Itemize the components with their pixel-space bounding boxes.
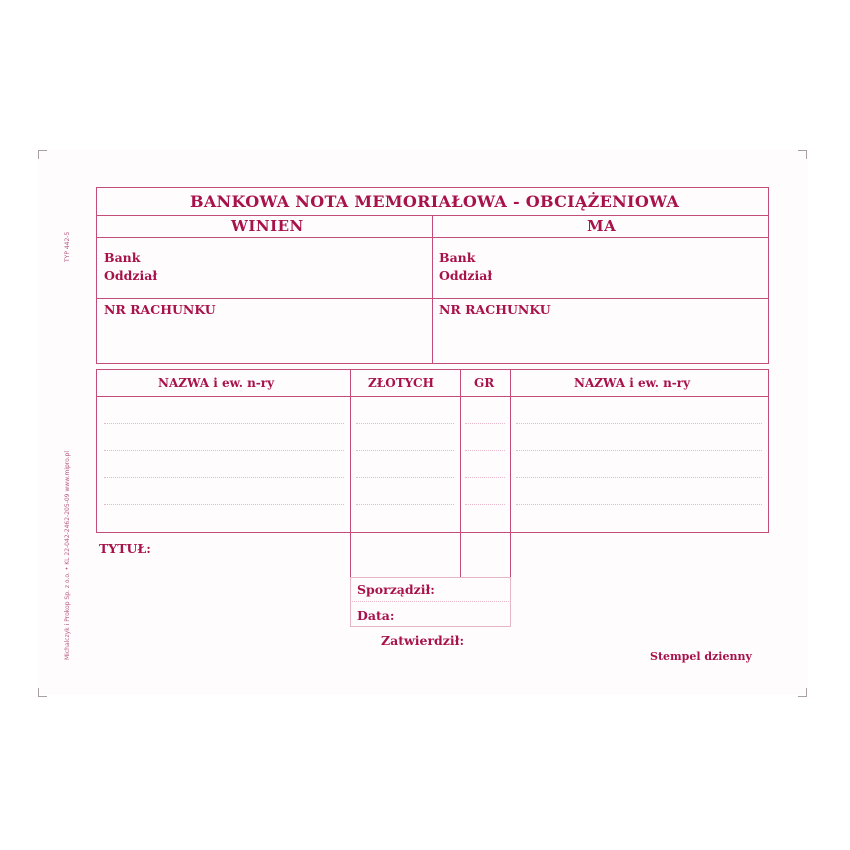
column-divider — [350, 369, 351, 578]
column-divider — [510, 369, 511, 578]
items-table-frame — [96, 369, 769, 533]
entry-line — [465, 450, 505, 451]
column-divider — [460, 369, 461, 578]
credit-account-label: NR RACHUNKU — [439, 302, 551, 317]
prepared-by-label: Sporządził: — [357, 582, 435, 597]
divider — [432, 215, 433, 364]
debit-header: WINIEN — [231, 217, 304, 235]
column-grosz: GR — [474, 376, 495, 390]
debit-bank-label: Bank — [104, 250, 141, 265]
credit-header: MA — [587, 217, 617, 235]
signature-divider — [350, 601, 511, 602]
column-zloty: ZŁOTYCH — [368, 376, 434, 390]
table-header-divider — [96, 396, 769, 397]
entry-line — [465, 477, 505, 478]
title-label: TYTUŁ: — [99, 541, 151, 556]
entry-line — [104, 504, 344, 505]
entry-line — [356, 423, 454, 424]
entry-line — [516, 477, 762, 478]
entry-line — [104, 477, 344, 478]
entry-line — [104, 450, 344, 451]
entry-line — [356, 504, 454, 505]
side-form-code: TYP 442-5 — [64, 231, 71, 262]
debit-branch-label: Oddział — [104, 268, 158, 283]
entry-line — [356, 450, 454, 451]
side-imprint: Michalczyk i Prokop Sp. z o.o. • KL 22-042-2462-205-09 www.mipro.pl — [64, 450, 71, 660]
entry-line — [104, 423, 344, 424]
crop-mark — [38, 688, 47, 697]
column-name-left: NAZWA i ew. n-ry — [158, 376, 275, 390]
approved-by-label: Zatwierdził: — [381, 633, 465, 648]
crop-mark — [798, 150, 807, 159]
entry-line — [465, 504, 505, 505]
date-label: Data: — [357, 608, 395, 623]
stamp-label: Stempel dzienny — [650, 650, 752, 663]
crop-mark — [38, 150, 47, 159]
entry-line — [516, 450, 762, 451]
credit-bank-label: Bank — [439, 250, 476, 265]
debit-account-label: NR RACHUNKU — [104, 302, 216, 317]
entry-line — [356, 477, 454, 478]
entry-line — [516, 504, 762, 505]
column-name-right: NAZWA i ew. n-ry — [574, 376, 691, 390]
entry-line — [465, 423, 505, 424]
crop-mark — [798, 688, 807, 697]
credit-branch-label: Oddział — [439, 268, 493, 283]
form-title: BANKOWA NOTA MEMORIAŁOWA - OBCIĄŻENIOWA — [190, 192, 680, 211]
entry-line — [516, 423, 762, 424]
